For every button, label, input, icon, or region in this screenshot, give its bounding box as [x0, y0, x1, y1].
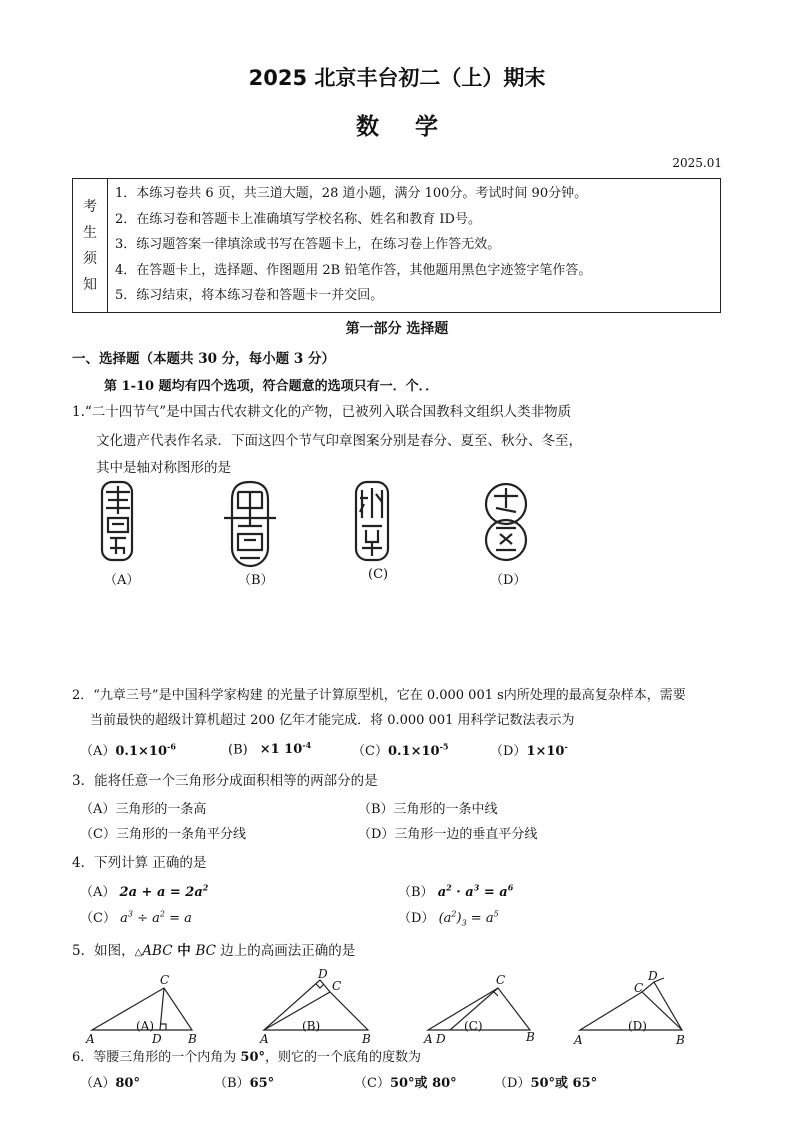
q3-option-a[interactable]: （A）三角形的一条高 [80, 802, 207, 817]
q5-stem: 5．如图，△ABC 中 BC 边上的高画法正确的是 [72, 943, 356, 959]
notice-box [72, 178, 721, 313]
option-expression: $a^3 \div a^2 = a$ [120, 909, 192, 926]
q1-label-b: （B） [238, 573, 274, 588]
q5-figure-a[interactable] [84, 966, 214, 1046]
option-label: （C） [80, 911, 116, 926]
q2-option-b[interactable] [228, 740, 311, 757]
q4-option-b[interactable] [398, 881, 513, 900]
option-value: 65° [249, 1076, 275, 1091]
q3-option-d[interactable]: （D）三角形一边的垂直平分线 [358, 827, 538, 842]
option-exponent: - [564, 741, 568, 752]
q4-option-a[interactable] [80, 881, 208, 900]
option-value: 50°或 80° [389, 1076, 457, 1091]
q4-option-d[interactable] [398, 907, 499, 928]
option-label: （A） [80, 1076, 116, 1091]
option-label: （B） [398, 885, 434, 900]
vertex-label: B [188, 1032, 197, 1046]
q4-option-c[interactable] [80, 907, 192, 926]
option-exponent: -4 [302, 740, 312, 750]
option-label: （C） [354, 1076, 390, 1091]
notice-item: 2．在练习卷和答题卡上准确填写学校名称、姓名和教育 ID号。 [115, 211, 481, 227]
notice-side-label [73, 179, 108, 312]
q6-option-b[interactable] [214, 1072, 274, 1091]
q6-option-c[interactable] [354, 1072, 457, 1091]
vertex-label: D [152, 1032, 162, 1046]
seal-autumn-image [350, 478, 394, 564]
notice-side-char: 生 [83, 224, 97, 241]
vertex-label: A [424, 1032, 433, 1046]
option-value: 50°或 65° [530, 1076, 598, 1091]
vertex-label: D [318, 967, 328, 981]
q1-line: 其中是轴对称图形的是 [96, 460, 231, 476]
q1-label-d: （D） [490, 573, 527, 588]
option-label: （A） [80, 885, 116, 900]
option-label: （A） [80, 744, 116, 759]
vertex-label: D [648, 969, 658, 983]
option-value: 80° [115, 1076, 140, 1091]
option-exponent: -6 [167, 741, 176, 752]
figure-label: (C) [464, 1019, 483, 1033]
q5-figure-b[interactable] [256, 966, 386, 1046]
notice-item: 4．在答题卡上，选择题、作图题用 2B 铅笔作答，其他题用黑色字迹签字笔作答。 [115, 262, 592, 278]
q6-stem: 6．等腰三角形的一个内角为 50°，则它的一个底角的度数为 [72, 1050, 422, 1065]
notice-side-char: 考 [83, 198, 97, 215]
figure-label: (D) [628, 1019, 647, 1033]
notice-item: 5．练习结束，将本练习卷和答题卡一并交回。 [115, 288, 384, 304]
figure-label: (B) [302, 1019, 321, 1033]
vertex-label: C [496, 973, 506, 987]
vertex-label: B [526, 1030, 535, 1044]
option-expression: $2a + a = 2a^2$ [119, 882, 209, 900]
q5-figure-c[interactable] [420, 966, 550, 1046]
seal-winter-image [482, 478, 530, 566]
option-expression: $a^2 \cdot a^3 = a^6$ [437, 882, 514, 900]
option-label: (B) [228, 742, 248, 758]
notice-item: 1．本练习卷共 6 页，共三道大题，28 道小题，满分 100分。考试时间 90分钟。 [115, 186, 588, 201]
notice-item: 3．练习题答案一律填涂或书写在答题卡上，在练习卷上作答无效。 [115, 237, 501, 253]
option-value: ×1 10 [259, 742, 303, 758]
option-expression: $(a^2)_3 = a^5$ [438, 909, 499, 928]
exam-title: 2025 北京丰台初二（上）期末 [248, 66, 546, 90]
part-title: 第一部分 选择题 [345, 321, 449, 337]
figure-label: (A) [136, 1019, 155, 1033]
vertex-label: C [634, 981, 644, 995]
q5-figure-d[interactable] [570, 966, 700, 1046]
q2-line: 2．“九章三号”是中国科学家构建 的光量子计算原型机，它在 0.000 001 s内所处理的最高复杂样本，需要 [72, 688, 686, 703]
option-label: （D） [398, 911, 435, 926]
q3-stem: 3．能将任意一个三角形分成面积相等的两部分的是 [72, 773, 378, 789]
option-value: 1×10 [526, 744, 565, 759]
vertex-label: A [86, 1032, 95, 1046]
vertex-label: C [332, 979, 342, 993]
q6-option-d[interactable] [494, 1072, 597, 1091]
option-exponent: -5 [439, 741, 449, 752]
vertex-label: B [676, 1033, 685, 1046]
option-label: （D） [494, 1076, 531, 1091]
q3-option-b[interactable]: （B）三角形的一条中线 [358, 802, 498, 817]
q2-line: 当前最快的超级计算机超过 200 亿年才能完成．将 0.000 001 用科学记数法表示为 [90, 713, 575, 728]
q3-option-c[interactable]: （C）三角形的一条角平分线 [80, 827, 246, 842]
vertex-label: A [574, 1033, 583, 1046]
vertex-label: A [260, 1032, 269, 1046]
q4-stem: 4．下列计算 正确的是 [72, 855, 207, 871]
seal-summer-image [220, 478, 280, 570]
option-value: 0.1×10 [115, 744, 167, 759]
q1-line: 文化遗产代表作名录．下面这四个节气印章图案分别是春分、夏至、秋分、冬至， [96, 433, 582, 449]
option-value: 0.1×10 [387, 744, 440, 759]
notice-side-char: 知 [83, 276, 97, 293]
q2-option-a[interactable] [80, 740, 176, 759]
section-instruction: 第 1-10 题均有四个选项，符合题意的选项只有一．个．． [104, 379, 439, 394]
q2-option-c[interactable] [352, 740, 448, 759]
exam-date: 2025.01 [672, 156, 722, 170]
q1-label-c: (C) [368, 567, 389, 582]
vertex-label: C [160, 973, 170, 987]
vertex-label: B [362, 1032, 371, 1046]
section-heading: 一、选择题（本题共 30 分，每小题 3 分） [72, 351, 335, 367]
option-label: （D） [490, 744, 527, 759]
seal-spring-image [96, 478, 140, 564]
notice-list [115, 181, 591, 309]
vertex-label: D [436, 1032, 446, 1046]
subject-title: 数学 [356, 114, 474, 140]
notice-side-char: 须 [83, 250, 97, 267]
q1-line: 1.“二十四节气”是中国古代农耕文化的产物，已被列入联合国教科文组织人类非物质 [72, 404, 572, 420]
option-label: （C） [352, 744, 388, 759]
q1-label-a: （A） [104, 573, 140, 588]
q6-option-a[interactable] [80, 1072, 140, 1091]
q2-option-d[interactable] [490, 740, 568, 759]
option-label: （B） [214, 1076, 250, 1091]
